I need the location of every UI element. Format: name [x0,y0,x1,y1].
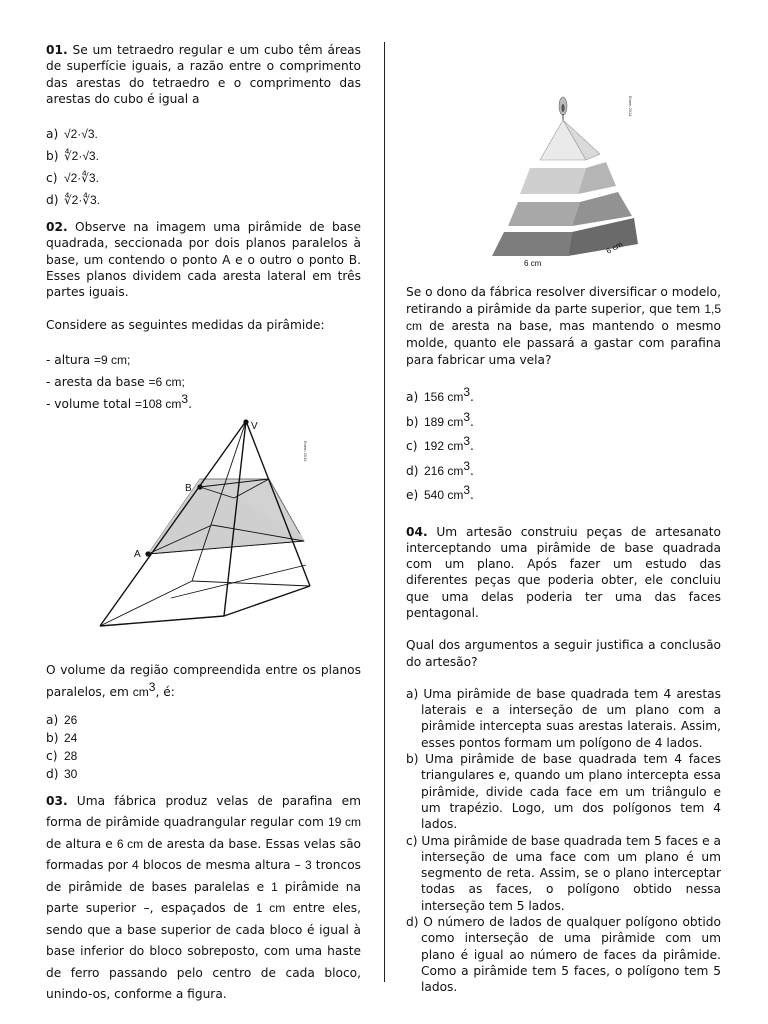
q02-option-c[interactable]: c) 28 [46,748,78,763]
q03-option-c[interactable]: c) 192 $cm^3$. [406,433,474,453]
option-label: b) [46,149,59,164]
q02-text: Observe na imagem uma pirâmide de base quadrada, seccionada por dois planos paralelos à base, um contendo o ponto A e o outro o ponto B. Esses planos dividem cada aresta lateral em três partes iguais. [46,220,361,300]
q04-question: Qual dos argumentos a seguir justifica a conclusão do artesão? [406,638,721,669]
q04-statement: 04. Um artesão construiu peças de artesanato interceptando uma pirâmide de base quadrada com um plano. Após fazer um estudo das diferentes peças que poderia obter, ele concluiu que uma delas poderia ter uma das faces pentagonal. [406,524,721,620]
q03-question: Se o dono da fábrica resolver diversificar o modelo, retirando a pirâmide da parte superior, que tem 1,5 cm de aresta na base, mas mantendo o mesmo molde, quanto ele passará a gastar com parafina para fabricar uma vela? [406,285,721,367]
measure-label: - aresta da base [46,374,149,389]
q03-option-a[interactable]: a) 156 $cm^3$. [406,384,474,404]
left-column [46,42,362,1002]
q01-option-d[interactable] [46,189,361,211]
pyramid-section-figure [96,420,326,651]
question-01 [46,42,361,211]
q04-option-b[interactable]: b) Uma pirâmide de base quadrada tem 4 faces triangulares e, quando um plano intercepta essa pirâmide, divide cada face em um triângulo e um trapézio. Logo, um dos polígonos tem 4 lados. [406,752,722,832]
option-math: √2·√3. [64,127,98,142]
label-b: B [185,482,192,494]
label-v: V [251,420,258,432]
option-math: ∜2·∜3. [64,193,100,208]
q02-question: O volume da região compreendida entre os planos paralelos, em $cm^3$, é: [46,662,361,699]
q01-statement [46,42,361,107]
point-a [145,551,150,556]
option-label: c) [46,171,58,186]
q02-measure-base [46,371,361,393]
q04-option-c[interactable]: c) Uma pirâmide de base quadrada tem 5 faces e a interseção de uma face com um plano é um segmento de reta. Assim, se o plano interceptar todas as faces, o polígono obtido nessa interseção tem 5 lados. [406,833,721,913]
measure-sup: 3 [181,391,189,406]
figure-credit: Enem 2019 [303,440,308,462]
option-label: a) [46,127,59,142]
q03-option-b[interactable]: b) 189 $cm^3$. [406,409,474,429]
q01-option-b[interactable] [46,145,361,167]
point-v [243,419,248,424]
q02-intro: Considere as seguintes medidas da pirâmide: [46,317,325,332]
candle-pyramid-figure [490,92,640,268]
q03-statement: 03. Uma fábrica produz velas de parafina em forma de pirâmide quadrangular regular com 19 cm de altura e 6 cm de aresta da base. Essas velas são formadas por 4 blocos de mesma altura – 3 troncos de pirâmide de bases paralelas e 1 pirâmide na parte superior –, espaçados de 1 cm entre eles, sendo que a base superior de cada bloco é igual à base inferior do bloco sobreposto, com uma haste de ferro passando pelo centro de cada bloco, unindo-os, conforme a figura. [46,793,362,1002]
label-a: A [134,548,141,560]
measure-label: - altura [46,352,94,367]
option-math: ∜2·√3. [64,149,99,164]
q04-option-d[interactable]: d) O número de lados de qualquer polígono obtido como interseção de uma pirâmide com um plano é igual ao número de faces da pirâmide. Como a pirâmide tem 5 faces, o polígono tem 5 lados. [406,915,721,995]
q01-option-a[interactable] [46,123,361,145]
measure-value: =9 cm; [93,352,131,367]
question-02 [46,219,361,783]
question-03-part1 [46,791,361,1006]
q02-number: 02. [46,220,68,235]
right-column [406,42,721,996]
q02-option-b[interactable]: b) 24 [46,730,78,745]
q02-option-d[interactable]: d) 30 [46,766,78,781]
point-b [197,484,202,489]
q03-option-d[interactable]: d) 216 $cm^3$. [406,458,474,478]
q04-option-a[interactable]: a) Uma pirâmide de base quadrada tem 4 arestas laterais e a interseção de um plano com a pirâmide intercepta suas arestas laterais. Assim, esses pontos formam um polígono de 4 lados. [406,686,721,750]
q02-option-a[interactable]: a) 26 [46,712,78,727]
measure-value: =108 cm [135,396,182,411]
option-math: √2·∜3. [64,171,99,186]
question-04 [406,524,721,996]
q02-measure-height [46,349,361,371]
q01-text: Se um tetraedro regular e um cubo têm áreas de superfície iguais, a razão entre o comprimento das arestas do tetraedro e o comprimento das arestas do cubo é igual a [46,43,362,106]
q02-measure-volume [46,393,361,415]
option-label: d) [46,193,59,208]
q01-number: 01. [46,43,68,57]
q02-statement [46,219,361,300]
measure-after: . [188,396,192,411]
measure-value: =6 cm; [148,374,185,389]
figure-credit: Enem 2014 [628,96,633,117]
q03-option-e[interactable]: e) 540 $cm^3$. [406,482,474,502]
dimension-base-depth: 6 cm [604,239,625,256]
q01-option-c[interactable] [46,167,361,189]
measure-label: - volume total [46,396,136,411]
column-divider [384,42,385,982]
dimension-base-width: 6 cm [524,259,542,268]
